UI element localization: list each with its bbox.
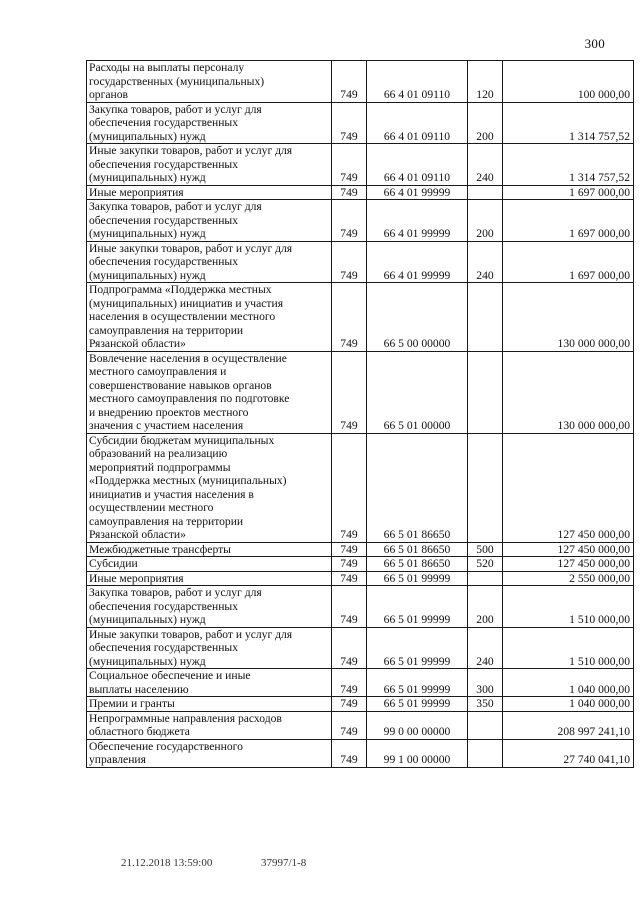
expense-name-line: «Поддержка местных (муниципальных) (89, 474, 287, 487)
expense-name-cell (87, 571, 332, 586)
expense-name-line: Непрограммные направления расходов (89, 711, 282, 725)
expense-name-line: Межбюджетные трансферты (89, 542, 231, 556)
expense-name-line: Обеспечение государственного (89, 739, 243, 753)
expense-name-cell (87, 586, 332, 628)
expense-name-line: обеспечения государственных (89, 213, 239, 227)
amount-cell: 2 550 000,00 (503, 571, 634, 586)
expense-name-line: инициатив и участия населения в (89, 487, 254, 501)
ministry-code-cell: 749 (332, 697, 367, 712)
table-row (87, 283, 634, 352)
target-article-cell: 66 5 01 00000 (367, 351, 468, 433)
budget-table-body (87, 61, 634, 768)
target-article-cell: 66 5 01 99999 (367, 586, 468, 628)
expense-type-cell: 240 (468, 144, 503, 186)
expense-name-cell (87, 697, 332, 712)
amount-cell: 100 000,00 (503, 61, 634, 103)
table-row (87, 241, 634, 283)
expense-name-line: обеспечения государственных (89, 641, 239, 654)
expense-name-cell (87, 433, 332, 542)
ministry-code-cell: 749 (332, 433, 367, 542)
table-row (87, 61, 634, 103)
expense-name-line: мероприятий подпрограммы (89, 460, 231, 474)
expense-name-line: выплаты населению (89, 682, 189, 696)
table-row (87, 542, 634, 557)
target-article-cell: 66 5 01 99999 (367, 571, 468, 586)
expense-name-line: самоуправления на территории (89, 514, 244, 528)
expense-type-cell: 200 (468, 102, 503, 144)
target-article-cell: 66 4 01 99999 (367, 241, 468, 283)
expense-name-line: Иные закупки товаров, работ и услуг для (89, 144, 293, 157)
expense-name-line: самоуправления на территории (89, 323, 244, 337)
target-article-cell: 99 0 00 00000 (367, 711, 468, 739)
amount-cell: 1 314 757,52 (503, 144, 634, 186)
expense-name-line: местного самоуправления по подготовке (89, 392, 290, 405)
expense-name-line: совершенствование навыков органов (89, 378, 272, 392)
expense-name-line: образований на реализацию (89, 447, 228, 460)
expense-name-line: и внедрению проектов местного (89, 405, 249, 419)
ministry-code-cell: 749 (332, 627, 367, 669)
table-row (87, 711, 634, 739)
expense-name-line: государственных (муниципальных) (89, 74, 265, 88)
target-article-cell: 99 1 00 00000 (367, 739, 468, 767)
expense-name-line: местного самоуправления и (89, 365, 227, 378)
table-row (87, 669, 634, 697)
expense-name-line: Закупка товаров, работ и услуг для (89, 200, 262, 213)
ministry-code-cell: 749 (332, 102, 367, 144)
amount-cell: 1 510 000,00 (503, 586, 634, 628)
expense-name-line: Рязанской области» (89, 337, 186, 350)
table-row (87, 200, 634, 242)
expense-name-cell (87, 669, 332, 697)
expense-name-line: (муниципальных) нужд (89, 268, 206, 282)
expense-name-line: Расходы на выплаты персоналу (89, 61, 245, 74)
target-article-cell: 66 5 01 99999 (367, 627, 468, 669)
expense-name-line: обеспечения государственных (89, 599, 239, 613)
expense-name-cell (87, 102, 332, 144)
expense-name-cell (87, 241, 332, 283)
expense-type-cell (468, 571, 503, 586)
amount-cell: 127 450 000,00 (503, 433, 634, 542)
expense-type-cell: 520 (468, 557, 503, 572)
expense-name-line: (муниципальных) нужд (89, 129, 206, 143)
expense-name-line: Рязанской области» (89, 528, 186, 541)
target-article-cell: 66 5 01 86650 (367, 557, 468, 572)
table-row (87, 433, 634, 542)
ministry-code-cell: 749 (332, 200, 367, 242)
expense-name-line: осуществлении местного (89, 501, 214, 514)
expense-name-cell (87, 711, 332, 739)
expense-name-line: значения с участием населения (89, 419, 244, 432)
expense-type-cell (468, 283, 503, 352)
expense-type-cell: 200 (468, 200, 503, 242)
ministry-code-cell: 749 (332, 739, 367, 767)
expense-type-cell: 500 (468, 542, 503, 557)
expense-name-cell (87, 61, 332, 103)
expense-type-cell: 350 (468, 697, 503, 712)
expense-name-line: Субсидии (89, 557, 138, 570)
ministry-code-cell: 749 (332, 711, 367, 739)
ministry-code-cell: 749 (332, 557, 367, 572)
target-article-cell: 66 5 01 99999 (367, 697, 468, 712)
expense-name-cell (87, 542, 332, 557)
expense-name-cell (87, 185, 332, 200)
expense-name-line: (муниципальных) нужд (89, 613, 206, 626)
ministry-code-cell: 749 (332, 586, 367, 628)
target-article-cell: 66 5 00 00000 (367, 283, 468, 352)
expense-name-line: областного бюджета (89, 725, 190, 738)
expense-type-cell (468, 739, 503, 767)
amount-cell: 27 740 041,10 (503, 739, 634, 767)
table-row (87, 586, 634, 628)
table-row (87, 351, 634, 433)
amount-cell: 1 040 000,00 (503, 697, 634, 712)
expense-name-cell (87, 144, 332, 186)
amount-cell: 1 040 000,00 (503, 669, 634, 697)
target-article-cell: 66 4 01 99999 (367, 200, 468, 242)
expense-name-line: (муниципальных) инициатив и участия (89, 296, 284, 310)
expense-name-line: обеспечения государственных (89, 157, 239, 171)
expense-name-line: Вовлечение населения в осуществление (89, 351, 287, 365)
amount-cell: 1 697 000,00 (503, 241, 634, 283)
expense-name-line: Иные мероприятия (89, 571, 184, 585)
amount-cell: 130 000 000,00 (503, 351, 634, 433)
ministry-code-cell: 749 (332, 185, 367, 200)
expense-name-line: обеспечения государственных (89, 255, 239, 268)
target-article-cell: 66 4 01 99999 (367, 185, 468, 200)
expense-name-line: (муниципальных) нужд (89, 171, 206, 184)
expense-name-line: Закупка товаров, работ и услуг для (89, 102, 262, 116)
expense-type-cell (468, 185, 503, 200)
expense-name-cell (87, 739, 332, 767)
footer-datetime: 21.12.2018 13:59:00 (121, 857, 213, 869)
expense-name-line: Социальное обеспечение и иные (89, 669, 251, 682)
expense-type-cell: 120 (468, 61, 503, 103)
target-article-cell: 66 5 01 86650 (367, 433, 468, 542)
target-article-cell: 66 4 01 09110 (367, 144, 468, 186)
expense-name-line: Субсидии бюджетам муниципальных (89, 433, 275, 447)
table-row (87, 102, 634, 144)
target-article-cell: 66 4 01 09110 (367, 102, 468, 144)
ministry-code-cell: 749 (332, 571, 367, 586)
table-row (87, 627, 634, 669)
expense-name-line: Иные мероприятия (89, 185, 184, 199)
ministry-code-cell: 749 (332, 351, 367, 433)
target-article-cell: 66 5 01 86650 (367, 542, 468, 557)
amount-cell: 1 697 000,00 (503, 200, 634, 242)
ministry-code-cell: 749 (332, 542, 367, 557)
expense-name-cell (87, 283, 332, 352)
expense-name-cell (87, 627, 332, 669)
expense-name-line: (муниципальных) нужд (89, 227, 206, 240)
budget-table (86, 60, 634, 768)
amount-cell: 1 697 000,00 (503, 185, 634, 200)
target-article-cell: 66 4 01 09110 (367, 61, 468, 103)
expense-type-cell (468, 433, 503, 542)
amount-cell: 130 000 000,00 (503, 283, 634, 352)
table-row (87, 571, 634, 586)
table-row (87, 144, 634, 186)
expense-name-cell (87, 557, 332, 572)
table-row (87, 697, 634, 712)
expense-name-line: органов (89, 88, 128, 101)
expense-name-line: Премии и гранты (89, 697, 175, 710)
amount-cell: 1 510 000,00 (503, 627, 634, 669)
expense-type-cell: 240 (468, 241, 503, 283)
expense-name-line: управления (89, 753, 146, 766)
expense-type-cell: 300 (468, 669, 503, 697)
amount-cell: 127 450 000,00 (503, 557, 634, 572)
expense-name-line: Иные закупки товаров, работ и услуг для (89, 241, 293, 255)
ministry-code-cell: 749 (332, 61, 367, 103)
table-row (87, 739, 634, 767)
amount-cell: 127 450 000,00 (503, 542, 634, 557)
expense-type-cell: 200 (468, 586, 503, 628)
page-number: 300 (584, 36, 605, 51)
table-row (87, 557, 634, 572)
table-row (87, 185, 634, 200)
amount-cell: 208 997 241,10 (503, 711, 634, 739)
expense-name-line: (муниципальных) нужд (89, 654, 206, 668)
expense-type-cell (468, 351, 503, 433)
target-article-cell: 66 5 01 99999 (367, 669, 468, 697)
ministry-code-cell: 749 (332, 144, 367, 186)
expense-name-cell (87, 200, 332, 242)
expense-type-cell (468, 711, 503, 739)
footer-doc-id: 37997/1-8 (261, 857, 307, 869)
expense-type-cell: 240 (468, 627, 503, 669)
expense-name-line: населения в осуществлении местного (89, 310, 276, 323)
expense-name-cell (87, 351, 332, 433)
expense-name-line: Закупка товаров, работ и услуг для (89, 586, 262, 599)
expense-name-line: обеспечения государственных (89, 116, 239, 129)
ministry-code-cell: 749 (332, 241, 367, 283)
ministry-code-cell: 749 (332, 669, 367, 697)
expense-name-line: Подпрограмма «Поддержка местных (89, 283, 272, 296)
expense-name-line: Иные закупки товаров, работ и услуг для (89, 627, 293, 641)
amount-cell: 1 314 757,52 (503, 102, 634, 144)
ministry-code-cell: 749 (332, 283, 367, 352)
